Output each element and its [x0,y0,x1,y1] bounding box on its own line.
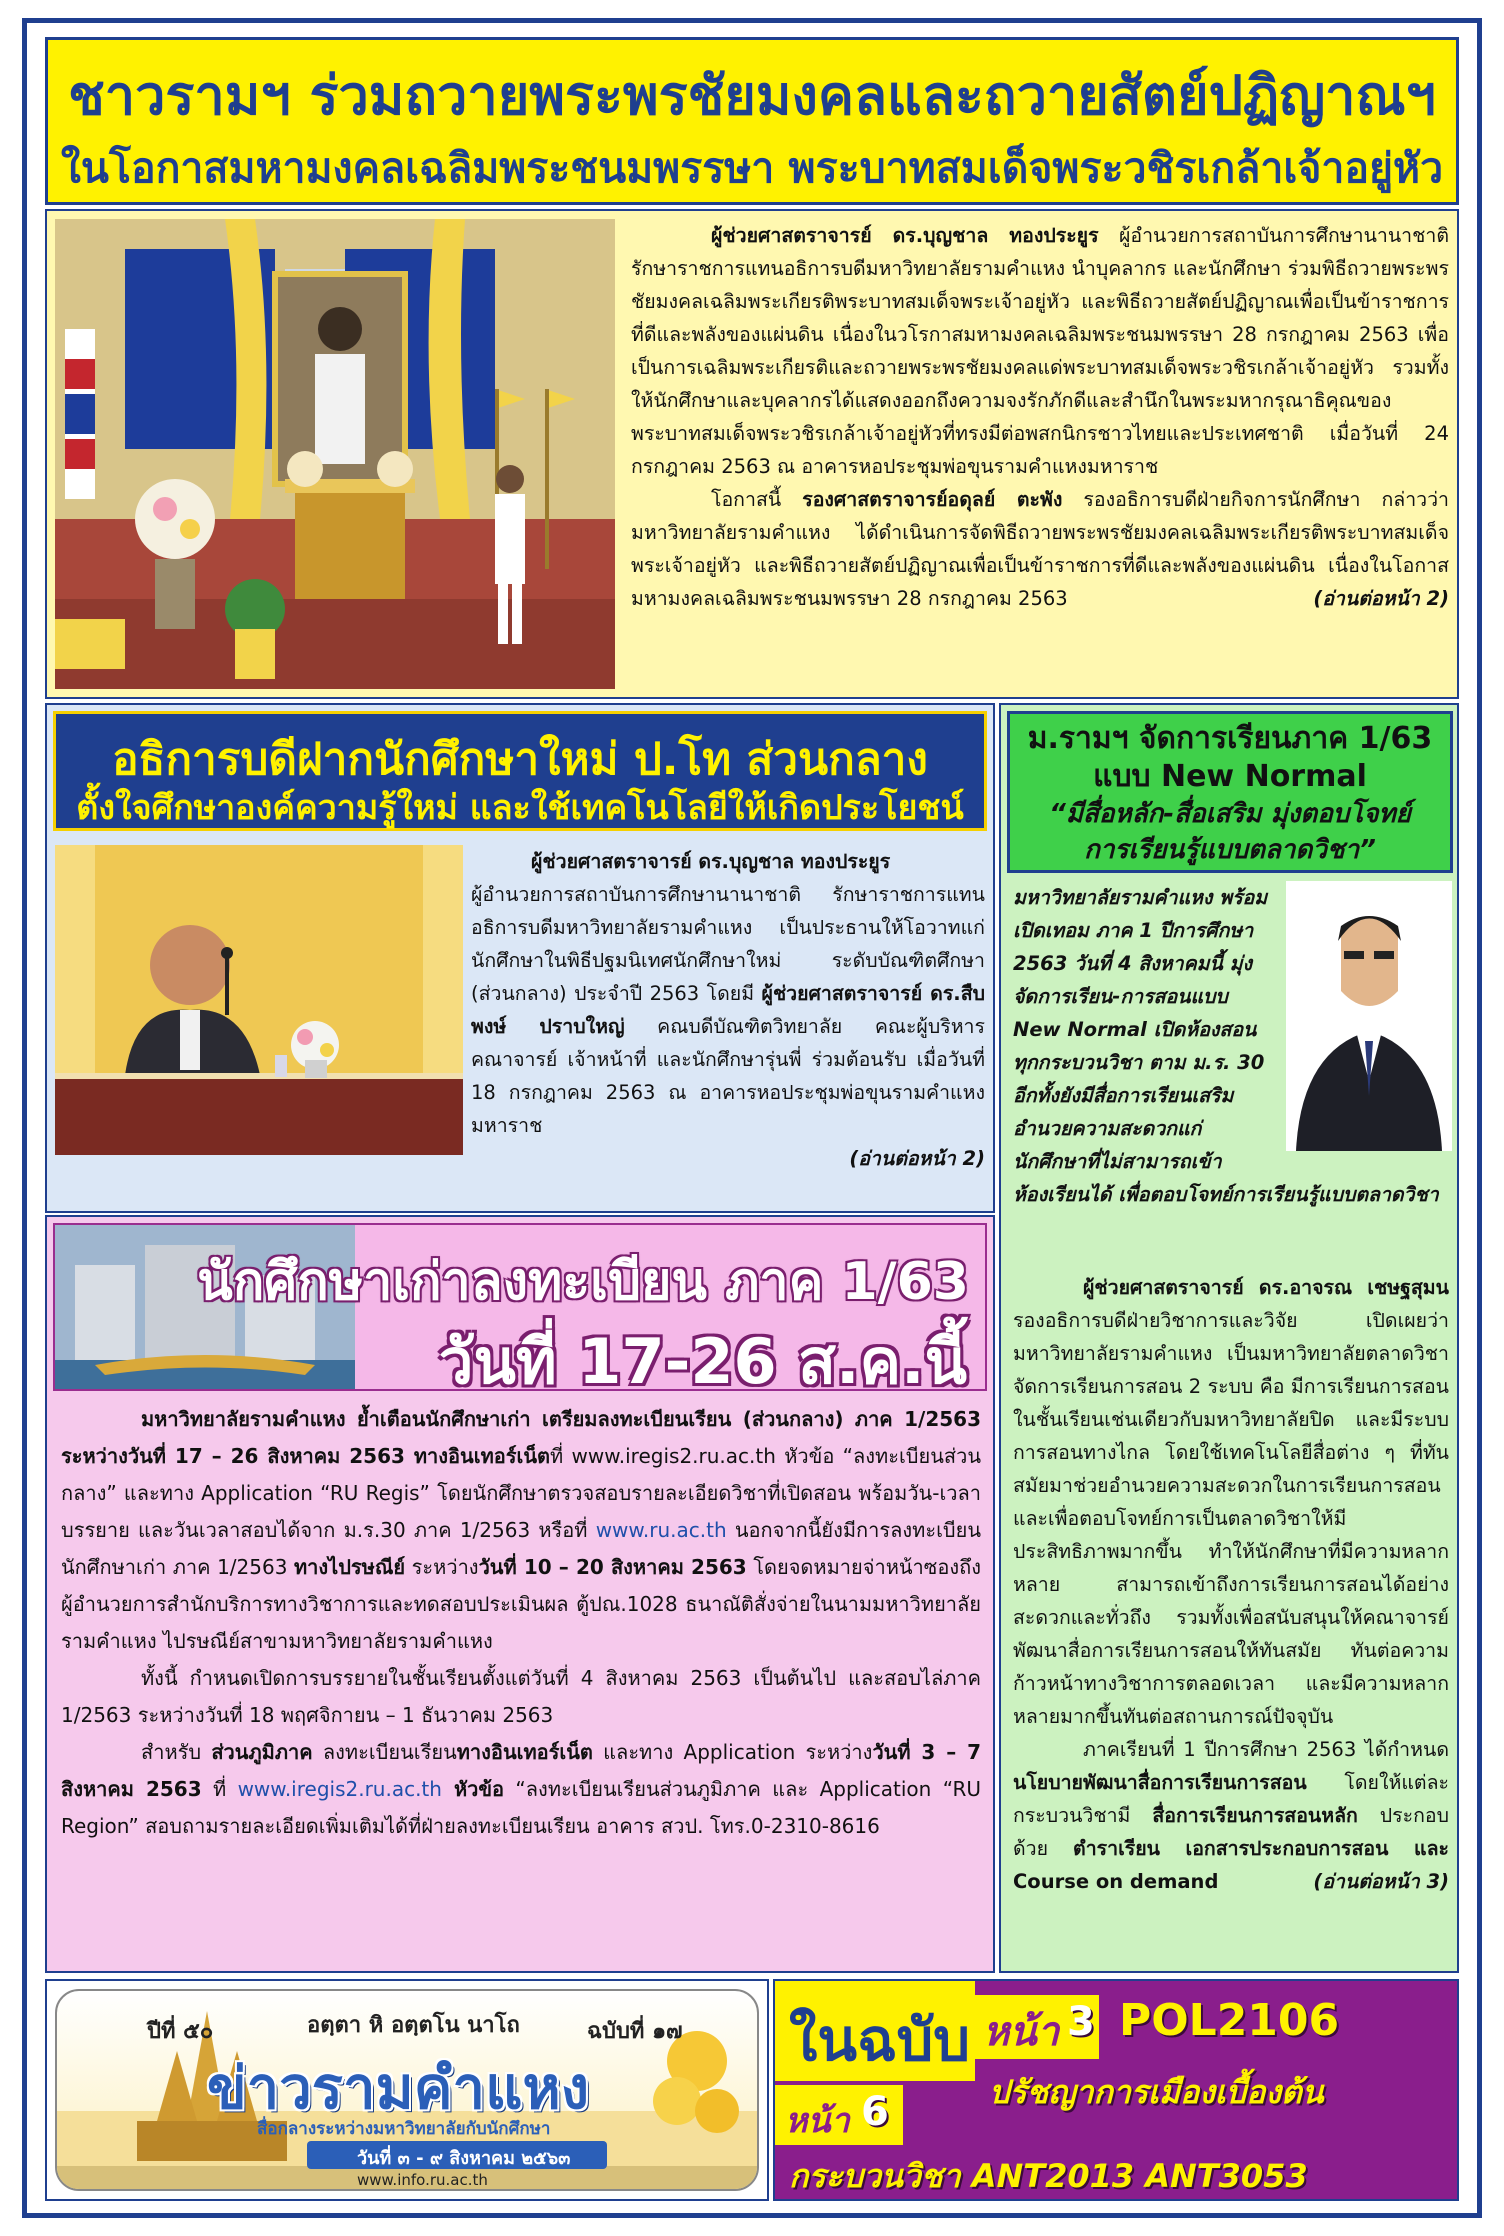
registration-text3e: “ลงทะเบียนเรียนส่วนภูมิภาค และ Application “RU Region” สอบถามรายละเอียดเพิ่มเติมได้ที่ฝ่ายลงทะเบียนเรียน อาคาร สวป. โทร.0-2310-8616 [61,1777,981,1838]
masthead-url[interactable]: www.info.ru.ac.th [357,2171,488,2189]
registration-lead: มหาวิทยาลัยรามคำแหง ย้ำเตือนนักศึกษาเก่า เตรียมลงทะเบียนเรียน (ส่วนกลาง) ภาค 1/2563 ระหว่างวันที่ 17 – 26 สิงหาคม 2563 ทางอินเทอร์เน็ต [61,1407,981,1468]
ceremony-readmore[interactable]: (อ่านต่อหน้า 2) [1313,587,1449,610]
masthead-subtitle: สื่อกลางระหว่างมหาวิทยาลัยกับนักศึกษา [257,2119,551,2139]
page3-course-code[interactable]: POL2106 [1119,1995,1340,2046]
page6-number: 6 [861,2089,889,2135]
ceremony-body [631,219,1449,615]
new-normal-header [1007,711,1453,873]
registration-text1a: ที่ www.iregis2.ru.ac.th หัวข้อ “ลงทะเบียนส่วนกลาง” และทาง Application “RU Regis” โดยนักศึกษาตรวจสอบรายละเอียดวิชาที่เปิดสอน พร้อมวัน-เวลาบรรยาย และวันเวลาสอบได้จาก ม.ร.30 ภาค 1/2563 หรือที่ [61,1444,982,1542]
registration-region-dates: วันที่ 3 – 7 สิงหาคม 2563 [61,1740,981,1801]
registration-text2: ทั้งนี้ กำหนดเปิดการบรรยายในชั้นเรียนตั้งแต่วันที่ 4 สิงหาคม 2563 เป็นต้นไป และสอบไล่ภาค 1/2563 ระหว่างวันที่ 18 พฤศจิกายน – 1 ธันวาคม 2563 [61,1666,981,1727]
page3-number: 3 [1067,1999,1095,2045]
new-normal-vp-name: ผู้ช่วยศาสตราจารย์ ดร.อาจรณ เชษฐสุมน [1083,1276,1449,1299]
new-normal-text2b: นโยบายพัฒนาสื่อการเรียนการสอน [1013,1771,1307,1794]
orientation-dean-name: ผู้ช่วยศาสตราจารย์ ดร.สืบพงษ์ ปราบใหญ่ [471,982,985,1038]
ceremony-lead-name: ผู้ช่วยศาสตราจารย์ ดร.บุญชาล ทองประยูร [711,224,1099,247]
ceremony-photo [55,219,615,689]
page3-label: หน้า [983,2009,1060,2055]
orientation-subtitle: ตั้งใจศึกษาองค์ความรู้ใหม่ และใช้เทคโนโลยีให้เกิดประโยชน์ [76,788,964,828]
registration-post-label: ทางไปรษณีย์ [293,1555,406,1579]
new-normal-text2c: โดยให้แต่ละกระบวนวิชามี [1013,1771,1449,1827]
registration-banner-title: นักศึกษาเก่าลงทะเบียน ภาค 1/63 [197,1252,969,1312]
new-normal-body [1013,1271,1449,1898]
main-headline [45,37,1459,205]
orientation-title: อธิการบดีฝากนักศึกษาใหม่ ป.โท ส่วนกลาง [112,734,928,785]
masthead-year: ปีที่ ๕๐ [147,2019,214,2044]
orientation-paragraph [471,845,985,1142]
ceremony-paragraph2 [631,483,1449,615]
page6-label: หน้า [785,2101,850,2141]
orientation-text1: ผู้อำนวยการสถาบันการศึกษานานาชาติ รักษาราชการแทนอธิการบดีมหาวิทยาลัยรามคำแหง เป็นประธานให้โอวาทแก่นักศึกษาในพิธีปฐมนิเทศนักศึกษาใหม่ ระดับบัณฑิตศึกษา (ส่วนกลาง) ประจำปี 2563 โดยมี [471,883,985,1005]
registration-text3b: ลงทะเบียนเรียน [312,1740,457,1764]
registration-text3a: สำหรับ [141,1740,212,1764]
new-normal-intro: มหาวิทยาลัยรามคำแหง พร้อมเปิดเทอม ภาค 1 ปีการศึกษา 2563 วันที่ 4 สิงหาคมนี้ มุ่งจัดการเรียน-การสอนแบบ New Normal เปิดห้องสอนทุกกระบวนวิชา ตาม ม.ร. 30 อีกทั้งยังมีสื่อการเรียนเสริมอำนวยความสะดวกแก่นักศึกษาที่ไม่สามารถเข้าห้องเรียนได้ เพื่อตอบโจทย์การเรียนรู้แบบตลาดวิชา [1013,881,1449,1211]
new-normal-title1: ม.รามฯ จัดการเรียนภาค 1/63 [1027,721,1433,756]
new-normal-text2f: ตำราเรียน เอกสารประกอบการสอน และ Course on demand [1013,1837,1449,1893]
article-orientation [45,703,995,1213]
article-registration [45,1215,995,1973]
masthead [45,1979,769,2201]
ceremony-illustration [55,219,615,689]
masthead-title: ข่าวรามคำแหง [207,2054,590,2122]
newspaper-page [22,18,1482,2218]
registration-paragraph1 [61,1401,981,1660]
registration-topic-label: หัวข้อ [441,1777,505,1801]
new-normal-intro-box [1013,881,1449,1261]
headline-line2: ในโอกาสมหามงคลเฉลิมพระชนมพรรษา พระบาทสมเด็จพระวชิรเกล้าเจ้าอยู่หัว [60,144,1444,192]
orientation-readmore[interactable]: (อ่านต่อหน้า 2) [849,1147,985,1170]
orientation-header [53,711,987,831]
new-normal-readmore[interactable]: (อ่านต่อหน้า 3) [1313,1870,1449,1893]
registration-internet-label: ทางอินเทอร์เน็ต [456,1740,593,1764]
iregis2-link[interactable]: www.iregis2.ru.ac.th [237,1777,442,1801]
in-this-issue [773,1979,1459,2201]
registration-region-label: ส่วนภูมิภาค [211,1740,313,1764]
orientation-lead-name: ผู้ช่วยศาสตราจารย์ ดร.บุญชาล ทองประยูร [531,850,891,873]
page6-caption[interactable]: กระบวนวิชา ANT2013 ANT3053 [789,2157,1308,2195]
headline-line1: ชาวรามฯ ร่วมถวายพระพรชัยมงคลและถวายสัตย์ปฏิญาณฯ [68,64,1436,127]
registration-text1b: นอกจากนี้ยังมีการลงทะเบียนนักศึกษาเก่า ภาค 1/2563 [61,1518,981,1579]
article-new-normal [999,703,1459,1973]
registration-text3c: และทาง Application ระหว่าง [592,1740,873,1764]
registration-text3d: ที่ [201,1777,238,1801]
registration-banner [53,1223,987,1391]
article-ceremony [45,209,1459,699]
new-normal-text2e: ประกอบด้วย [1013,1804,1449,1860]
registration-post-dates: วันที่ 10 – 20 สิงหาคม 2563 [478,1555,747,1579]
registration-body [61,1401,981,1845]
new-normal-paragraph1 [1013,1271,1449,1733]
new-normal-title2: แบบ New Normal [1093,759,1367,794]
registration-text1d: โดยจดหมายจ่าหน้าซองถึงผู้อำนวยการสำนักบริการทางวิชาการและทดสอบประเมินผล ตู้ปณ.1028 ธนาณัติสั่งจ่ายในนามมหาวิทยาลัยรามคำแหง ไปรษณีย์สาขามหาวิทยาลัยรามคำแหง [61,1555,982,1653]
orientation-photo [55,845,463,1155]
masthead-box [55,1989,759,2191]
ceremony-text2: รองอธิการบดีฝ่ายกิจการนักศึกษา กล่าวว่า มหาวิทยาลัยรามคำแหง ได้ดำเนินการจัดพิธีถวายพระพรชัยมงคลเฉลิมพระเกียรติพระบาทสมเด็จพระเจ้าอยู่หัว และพิธีถวายสัตย์ปฏิญาณเพื่อเป็นข้าราชการที่ดีและพลังของแผ่นดิน เนื่องในโอกาสมหามงคลเฉลิมพระชนมพรรษา 28 กรกฎาคม 2563 [631,488,1450,610]
registration-banner-date: วันที่ 17-26 ส.ค.นี้ [438,1325,967,1391]
masthead-issue: ฉบับที่ ๑๗ [587,2019,683,2044]
new-normal-title4: การเรียนรู้แบบตลาดวิชา” [1084,835,1376,865]
page3-course-name[interactable]: ปรัชญาการเมืองเบื้องต้น [989,2073,1324,2111]
masthead-motto: อตฺตา หิ อตฺตโน นาโถ [307,2013,520,2038]
ceremony-vp-name: รองศาสตราจารย์อดุลย์ ตะพัง [802,488,1063,511]
ceremony-text1: ผู้อำนวยการสถาบันการศึกษานานาชาติ รักษาราชการแทนอธิการบดีมหาวิทยาลัยรามคำแหง นำบุคลากร และนักศึกษา ร่วมพิธีถวายพระพรชัยมงคลเฉลิมพระเกียรติพระบาทสมเด็จพระเจ้าอยู่หัว และพิธีถวายสัตย์ปฏิญาณเพื่อเป็นข้าราชการที่ดีและพลังของแผ่นดิน เนื่องในวโรกาสมหามงคลเฉลิมพระชนมพรรษา 28 กรกฎาคม 2563 เพื่อเป็นการเฉลิมพระเกียรติและถวายพระพรชัยมงคลแด่พระบาทสมเด็จพระวชิรเกล้าเจ้าอยู่หัว รวมทั้งให้นักศึกษาและบุคลากรได้แสดงออกถึงความจงรักภักดีและสำนึกในพระมหากรุณาธิคุณของพระบาทสมเด็จพระวชิรเกล้าเจ้าอยู่หัวที่ทรงมีต่อพสกนิกรชาวไทยและประเทศชาติ เมื่อวันที่ 24 กรกฎาคม 2563 ณ อาคารหอประชุมพ่อขุนรามคำแหงมหาราช [631,224,1449,478]
new-normal-title3: “มีสื่อหลัก-สื่อเสริม มุ่งตอบโจทย์ [1049,799,1411,829]
new-normal-text1: รองอธิการบดีฝ่ายวิชาการและวิจัย เปิดเผยว่า มหาวิทยาลัยรามคำแหง เป็นมหาวิทยาลัยตลาดวิชา จัดการเรียนการสอน 2 ระบบ คือ มีการเรียนการสอนในชั้นเรียนเช่นเดียวกับมหาวิทยาลัยปิด และมีระบบการสอนทางไกล โดยใช้เทคโนโลยีสื่อต่าง ๆ ที่ทันสมัยมาช่วยอำนวยความสะดวกในการเรียนการสอน และเพื่อตอบโจทย์การเป็นตลาดวิชาให้มีประสิทธิภาพมากขึ้น ทำให้นักศึกษาที่มีความหลากหลาย สามารถเข้าถึงการเรียนการสอนได้อย่างสะดวกและทั่วถึง รวมทั้งเพื่อสนับสนุนให้คณาจารย์พัฒนาสื่อการเรียนการสอนให้ทันสมัย ทันต่อความก้าวหน้าทางวิชาการตลอดเวลา และมีความหลากหลายมากขึ้นทันต่อสถานการณ์ปัจจุบัน [1013,1309,1449,1728]
masthead-date: วันที่ ๓ - ๙ สิงหาคม ๒๕๖๓ [357,2148,571,2169]
new-normal-text2d: สื่อการเรียนการสอนหลัก [1152,1804,1358,1827]
new-normal-text2a: ภาคเรียนที่ 1 ปีการศึกษา 2563 ได้กำหนด [1083,1738,1449,1761]
registration-text1c: ระหว่าง [405,1555,479,1579]
index-title: ในฉบับ [789,2006,971,2074]
speaker-illustration [55,845,463,1155]
orientation-body [471,845,985,1175]
ru-website-link[interactable]: www.ru.ac.th [595,1518,727,1542]
ceremony-lead2: โอกาสนี้ [711,488,803,511]
new-normal-paragraph2 [1013,1733,1449,1898]
registration-paragraph2 [61,1660,981,1734]
orientation-text2: คณบดีบัณฑิตวิทยาลัย คณะผู้บริหาร คณาจารย์ เจ้าหน้าที่ และนักศึกษารุ่นพี่ ร่วมต้อนรับ เมื่อวันที่ 18 กรกฎาคม 2563 ณ อาคารหอประชุมพ่อขุนรามคำแหงมหาราช [471,1015,985,1137]
ceremony-paragraph1 [631,219,1449,483]
registration-paragraph3 [61,1734,981,1845]
